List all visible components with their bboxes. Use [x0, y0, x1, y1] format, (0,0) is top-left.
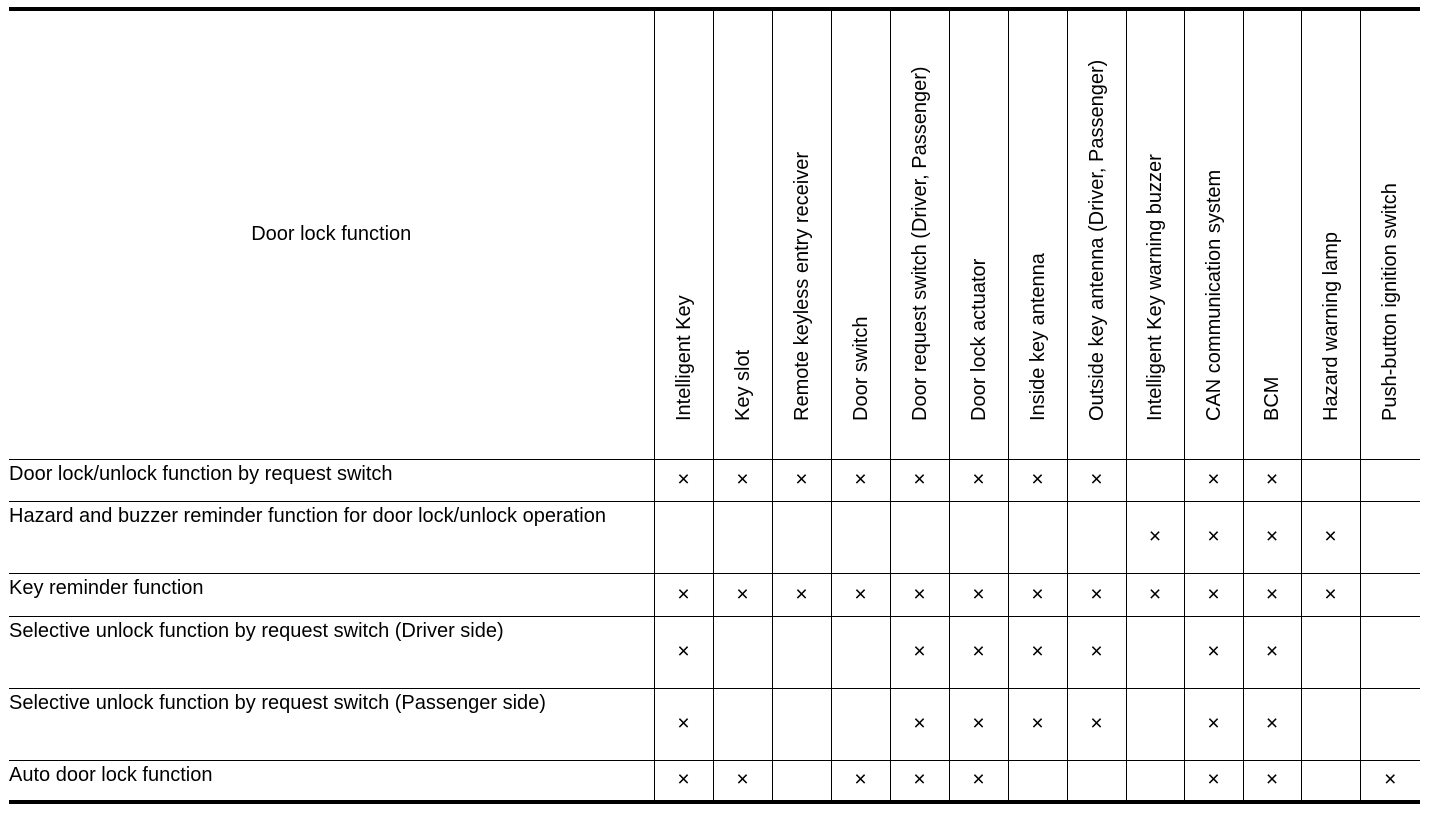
mark-cell: ×	[949, 459, 1008, 501]
mark-cell: ×	[1184, 616, 1243, 688]
mark-cell: ×	[1126, 501, 1184, 573]
column-label: Intelligent Key	[672, 294, 695, 421]
table-row	[9, 760, 1420, 802]
mark-cell: ×	[1243, 501, 1301, 573]
header-row	[9, 9, 1420, 459]
function-label: Selective unlock function by request switch (Passenger side)	[9, 688, 654, 760]
mark-cell	[831, 688, 890, 760]
mark-cell: ×	[654, 573, 713, 616]
column-header-bcm	[1243, 9, 1301, 459]
column-header-can-communication-system	[1184, 9, 1243, 459]
mark-cell: ×	[890, 459, 949, 501]
mark-cell: ×	[949, 760, 1008, 802]
mark-cell	[1360, 616, 1420, 688]
column-header-door-lock-actuator	[949, 9, 1008, 459]
column-label: BCM	[1261, 376, 1283, 421]
mark-cell	[1301, 688, 1360, 760]
mark-cell: ×	[949, 573, 1008, 616]
mark-cell: ×	[1243, 616, 1301, 688]
mark-cell	[1126, 459, 1184, 501]
column-label: CAN communication system	[1202, 169, 1225, 421]
mark-cell: ×	[890, 616, 949, 688]
mark-cell: ×	[1067, 616, 1126, 688]
mark-cell: ×	[1301, 501, 1360, 573]
mark-cell	[1008, 501, 1067, 573]
column-header-door-switch	[831, 9, 890, 459]
mark-cell: ×	[1243, 573, 1301, 616]
mark-cell: ×	[831, 573, 890, 616]
mark-cell	[772, 760, 831, 802]
mark-cell: ×	[654, 688, 713, 760]
table-row	[9, 688, 1420, 760]
mark-cell	[831, 616, 890, 688]
mark-cell: ×	[1008, 616, 1067, 688]
table-row	[9, 459, 1420, 501]
column-header-intelligent-key-warning-buzzer	[1126, 9, 1184, 459]
mark-cell: ×	[1184, 459, 1243, 501]
column-label: Push-button ignition switch	[1379, 182, 1402, 421]
mark-cell: ×	[1184, 501, 1243, 573]
mark-cell: ×	[1243, 688, 1301, 760]
column-header-inside-key-antenna	[1008, 9, 1067, 459]
mark-cell: ×	[1067, 459, 1126, 501]
mark-cell: ×	[890, 573, 949, 616]
column-label: Door lock actuator	[967, 258, 990, 421]
column-label: Door switch	[849, 316, 872, 421]
mark-cell: ×	[772, 459, 831, 501]
mark-cell	[1126, 688, 1184, 760]
mark-cell: ×	[1126, 573, 1184, 616]
corner-header: Door lock function	[9, 9, 654, 459]
mark-cell: ×	[1243, 459, 1301, 501]
mark-cell: ×	[713, 760, 772, 802]
function-label: Hazard and buzzer reminder function for door lock/unlock operation	[9, 501, 654, 573]
mark-cell: ×	[1184, 573, 1243, 616]
column-header-remote-keyless-entry-receiver	[772, 9, 831, 459]
mark-cell: ×	[831, 760, 890, 802]
mark-cell: ×	[654, 459, 713, 501]
mark-cell	[654, 501, 713, 573]
column-header-door-request-switch	[890, 9, 949, 459]
table-row	[9, 573, 1420, 616]
mark-cell: ×	[1301, 573, 1360, 616]
column-label: Inside key antenna	[1026, 252, 1049, 421]
function-label: Door lock/unlock function by request switch	[9, 459, 654, 501]
mark-cell: ×	[1360, 760, 1420, 802]
function-label: Key reminder function	[9, 573, 654, 616]
function-label: Selective unlock function by request switch (Driver side)	[9, 616, 654, 688]
mark-cell	[1067, 760, 1126, 802]
column-label: Hazard warning lamp	[1319, 231, 1342, 421]
table-row	[9, 616, 1420, 688]
mark-cell	[1360, 501, 1420, 573]
mark-cell	[713, 616, 772, 688]
mark-cell	[831, 501, 890, 573]
mark-cell: ×	[831, 459, 890, 501]
mark-cell: ×	[1184, 688, 1243, 760]
mark-cell: ×	[1184, 760, 1243, 802]
mark-cell	[772, 501, 831, 573]
mark-cell	[1126, 616, 1184, 688]
mark-cell	[949, 501, 1008, 573]
mark-cell	[1360, 459, 1420, 501]
column-label: Remote keyless entry receiver	[790, 151, 813, 421]
table-row	[9, 501, 1420, 573]
mark-cell	[890, 501, 949, 573]
column-label: Intelligent Key warning buzzer	[1144, 153, 1166, 421]
mark-cell: ×	[1243, 760, 1301, 802]
mark-cell: ×	[713, 573, 772, 616]
mark-cell: ×	[1008, 459, 1067, 501]
mark-cell	[1008, 760, 1067, 802]
column-label: Door request switch (Driver, Passenger)	[908, 65, 931, 421]
mark-cell: ×	[713, 459, 772, 501]
mark-cell: ×	[1067, 573, 1126, 616]
column-label: Outside key antenna (Driver, Passenger)	[1085, 59, 1108, 421]
mark-cell: ×	[949, 688, 1008, 760]
mark-cell: ×	[654, 760, 713, 802]
mark-cell	[1360, 688, 1420, 760]
mark-cell	[1301, 760, 1360, 802]
column-header-intelligent-key	[654, 9, 713, 459]
column-label: Key slot	[731, 349, 754, 421]
column-header-push-button-ignition-switch	[1360, 9, 1420, 459]
mark-cell: ×	[1067, 688, 1126, 760]
column-header-key-slot	[713, 9, 772, 459]
mark-cell	[713, 688, 772, 760]
mark-cell: ×	[890, 688, 949, 760]
mark-cell	[1360, 573, 1420, 616]
mark-cell	[1301, 616, 1360, 688]
column-header-hazard-warning-lamp	[1301, 9, 1360, 459]
mark-cell: ×	[1008, 688, 1067, 760]
mark-cell: ×	[654, 616, 713, 688]
mark-cell: ×	[772, 573, 831, 616]
function-label: Auto door lock function	[9, 760, 654, 802]
mark-cell: ×	[890, 760, 949, 802]
mark-cell	[772, 616, 831, 688]
mark-cell	[1067, 501, 1126, 573]
mark-cell: ×	[1008, 573, 1067, 616]
door-lock-function-table	[9, 7, 1420, 804]
mark-cell	[772, 688, 831, 760]
column-header-outside-key-antenna	[1067, 9, 1126, 459]
mark-cell	[1301, 459, 1360, 501]
mark-cell: ×	[949, 616, 1008, 688]
mark-cell	[1126, 760, 1184, 802]
mark-cell	[713, 501, 772, 573]
